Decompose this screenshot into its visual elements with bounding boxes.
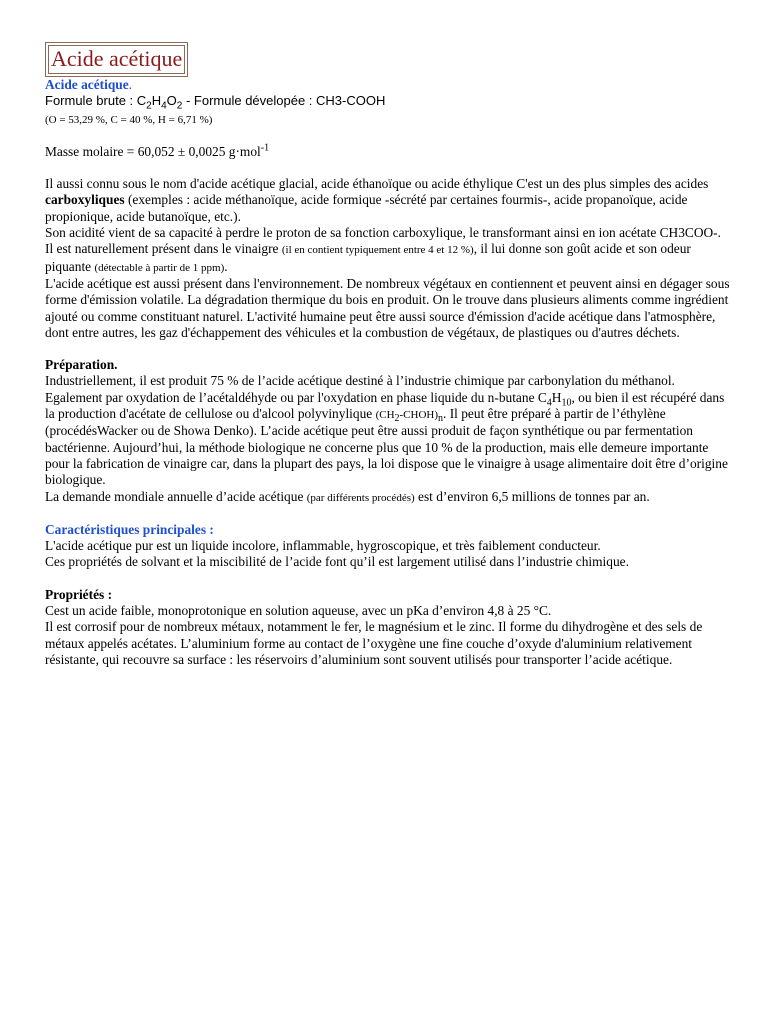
description-small-note: (il en contient typiquement entre 4 et 12 %) <box>281 244 474 257</box>
preparation-small-text: (CH <box>375 409 395 422</box>
molar-mass-line <box>45 144 730 160</box>
formula-sub: 2 <box>146 100 152 112</box>
page-title: Acide acétique <box>48 45 185 74</box>
formula-text: H <box>151 93 162 109</box>
title-frame <box>45 42 188 77</box>
preparation-paragraph-1 <box>45 373 730 488</box>
preparation-small-note: (par différents procédés) <box>306 491 415 504</box>
spacer <box>45 341 730 357</box>
description-text: (exemples : acide méthanoïque, acide formique -sécrété par certaines fourmis-, acide propanoïque, acide propionique, acide butanoïque, etc.). <box>45 192 688 224</box>
description-text: Il est naturellement présent dans le vinaigre <box>45 241 282 257</box>
formula-sub: 2 <box>394 413 400 425</box>
description-paragraph-2: Son acidité vient de sa capacité à perdre le proton de sa fonction carboxylique, le transformant ainsi en ion acétate CH3COO-. <box>45 225 721 241</box>
document-page <box>45 42 730 668</box>
description-paragraph-1 <box>45 176 730 225</box>
preparation-paragraph-2 <box>45 489 730 506</box>
proprietes-paragraph-1: Cest un acide faible, monoprotonique en solution aqueuse, avec un pKa d’environ 4,8 à 25 °C. <box>45 603 552 619</box>
molar-mass-exponent: -1 <box>260 142 270 154</box>
caracteristiques-paragraph-2: Ces propriétés de solvant et la miscibilité de l’acide font qu’il est largement utilisé dans l’industrie chimique. <box>45 554 629 570</box>
description-text: . <box>224 258 228 274</box>
caracteristiques-heading: Caractéristiques principales : <box>45 521 214 537</box>
preparation-text: Industriellement, il est produit 75 % de l’acide acétique destiné à l’industrie chimique par carbonylation du méthanol. Egalement par oxydation de l’acétaldéhyde ou par l'oxydation en phase liquide du n-butane C <box>45 373 675 405</box>
preparation-small-text: -CHOH) <box>399 409 439 422</box>
intro-heading-dot: . <box>128 77 133 92</box>
preparation-text: La demande mondiale annuelle d’acide acétique <box>45 488 307 504</box>
formula-sub: 2 <box>176 100 183 112</box>
formula-text: - Formule dévelopée : CH3-COOH <box>182 93 386 109</box>
description-bold-term: carboxyliques <box>45 192 125 208</box>
preparation-text: H <box>551 389 562 405</box>
intro-heading-line <box>45 77 730 93</box>
formula-text: O <box>166 93 177 109</box>
description-paragraph-4: L'acide acétique est aussi présent dans l'environnement. De nombreux végétaux en contiennent et peuvent ainsi en dégager sous forme d'émission volatile. La dégradation thermique du bois en produit. On le trouve dans plusieurs aliments comme ingrédient ajouté ou comme constituant naturel. L'activité humaine peut être aussi source d'émission d'acide acétique dans l'atmosphère, dont entre autres, les gaz d'échappement des véhicules et la combustion de végétaux, de plastiques ou d'autres déchets. <box>45 275 730 340</box>
formula-sub: 4 <box>546 397 552 409</box>
proprietes-paragraph-2: Il est corrosif pour de nombreux métaux, notamment le fer, le magnésium et le zinc. Il forme du dihydrogène et des sels de métaux appelés acétates. L’aluminium forme au contact de l’oxygène une fine couche d’oxyde d'aluminium relativement résistante, qui recouvre sa surface : les réservoirs d’aluminium sont souvent utilisés pour transporter l’acide acétique. <box>45 619 703 667</box>
preparation-text: , ou bien il est récupéré dans la production d'acétate de cellulose ou d'alcool polyvinylique <box>45 389 725 422</box>
spacer <box>45 506 730 522</box>
preparation-small-formula <box>375 409 444 425</box>
formula-text: Formule brute : C <box>45 93 147 109</box>
spacer <box>45 160 730 176</box>
composition-line: (O = 53,29 %, C = 40 %, H = 6,71 %) <box>45 113 213 126</box>
caracteristiques-paragraph-1: L'acide acétique pur est un liquide incolore, inflammable, hygroscopique, et très faiblement conducteur. <box>45 538 601 554</box>
spacer <box>45 571 730 587</box>
molar-mass-text: Masse molaire = 60,052 ± 0,0025 g·mol <box>45 143 261 159</box>
intro-heading: Acide acétique <box>45 77 129 92</box>
description-paragraph-3 <box>45 241 730 276</box>
description-text: , il lui donne son goût acide et son odeur piquante <box>45 241 691 274</box>
preparation-text: est d’environ 6,5 millions de tonnes par an. <box>414 488 650 504</box>
formula-sub: 4 <box>161 100 167 112</box>
preparation-heading: Préparation. <box>45 357 118 373</box>
formula-line <box>45 93 730 112</box>
proprietes-heading: Propriétés : <box>45 586 113 602</box>
description-small-note: (détectable à partir de 1 ppm) <box>94 261 225 274</box>
formula-sub: n <box>438 413 444 425</box>
formula-sub: 10 <box>561 397 572 409</box>
spacer <box>45 128 730 144</box>
preparation-text: . Il peut être préparé à partir de l’éthylène (procédésWacker ou de Showa Denko). L’acide acétique peut être aussi produit de façon synthétique ou par fermentation bactérienne. Aujourd’hui, la méthode biologique ne concerne plus que 10 % de la production, mais elle demeure importante pour la fabrication de vinaigre car, dans la plupart des pays, la loi dispose que le vinaigre à usage alimentaire doit être d’origine biologique. <box>45 406 728 488</box>
description-text: Il aussi connu sous le nom d'acide acétique glacial, acide éthanoïque ou acide éthylique C'est un des plus simples des acides <box>45 176 709 192</box>
